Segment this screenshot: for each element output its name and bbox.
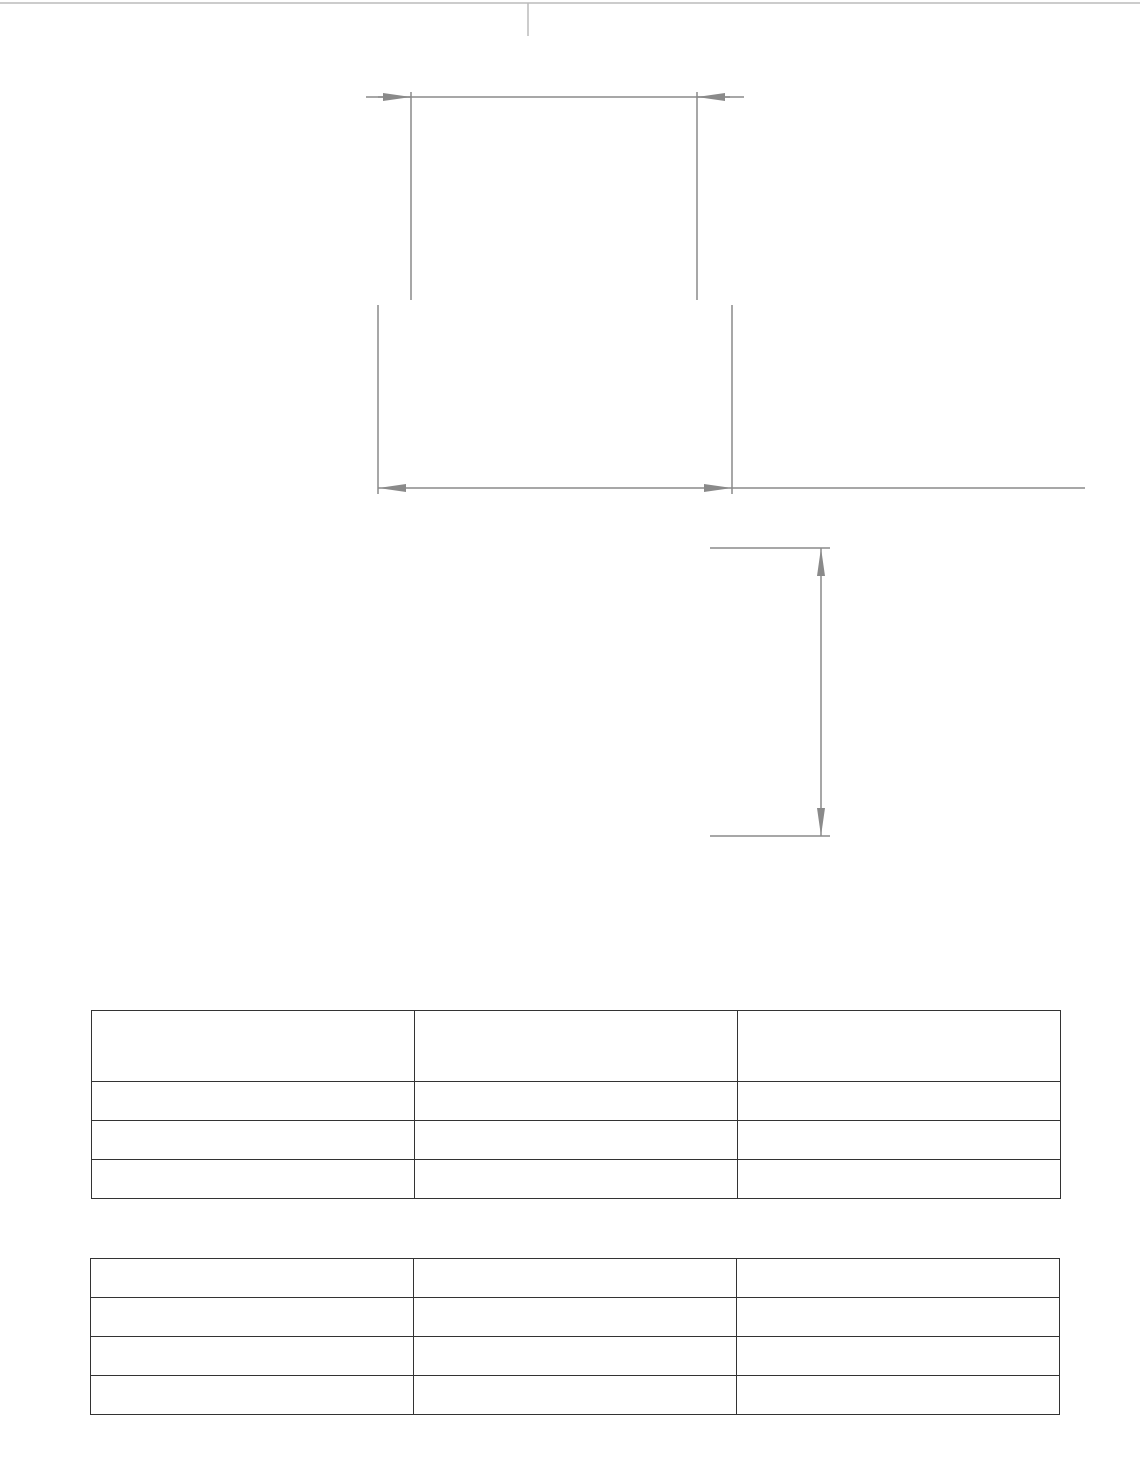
cm-cell — [414, 1121, 738, 1160]
table-row — [92, 1160, 1061, 1199]
table-header-row — [91, 1259, 1060, 1298]
header-cell — [737, 1259, 1060, 1298]
table-header-row — [92, 1011, 1061, 1082]
height-dimension — [710, 548, 830, 836]
cm-cell — [413, 1337, 737, 1376]
inch-cell — [738, 1082, 1061, 1121]
inch-cell — [737, 1337, 1060, 1376]
cm-cell — [413, 1298, 737, 1337]
inch-cell — [737, 1376, 1060, 1415]
size-cell — [92, 1082, 415, 1121]
header-cell — [738, 1011, 1061, 1082]
cm-cell — [413, 1376, 737, 1415]
size-cell — [91, 1337, 414, 1376]
header-cell — [91, 1259, 414, 1298]
cm-cell — [414, 1160, 738, 1199]
outer-diameter-table — [90, 1258, 1060, 1415]
inch-cell — [738, 1160, 1061, 1199]
inner-diameter-table — [91, 1010, 1061, 1199]
table-row — [92, 1082, 1061, 1121]
inch-cell — [738, 1121, 1061, 1160]
table-row — [92, 1121, 1061, 1160]
header-cell — [92, 1011, 415, 1082]
outer-diameter-dimension — [378, 305, 1085, 494]
inner-diameter-dimension — [366, 92, 744, 300]
cm-cell — [414, 1082, 738, 1121]
header-cell — [413, 1259, 737, 1298]
size-cell — [91, 1376, 414, 1415]
size-cell — [92, 1121, 415, 1160]
table-row — [91, 1337, 1060, 1376]
header-cell — [414, 1011, 738, 1082]
inch-cell — [737, 1298, 1060, 1337]
size-cell — [91, 1298, 414, 1337]
table-row — [91, 1298, 1060, 1337]
size-cell — [92, 1160, 415, 1199]
table-row — [91, 1376, 1060, 1415]
